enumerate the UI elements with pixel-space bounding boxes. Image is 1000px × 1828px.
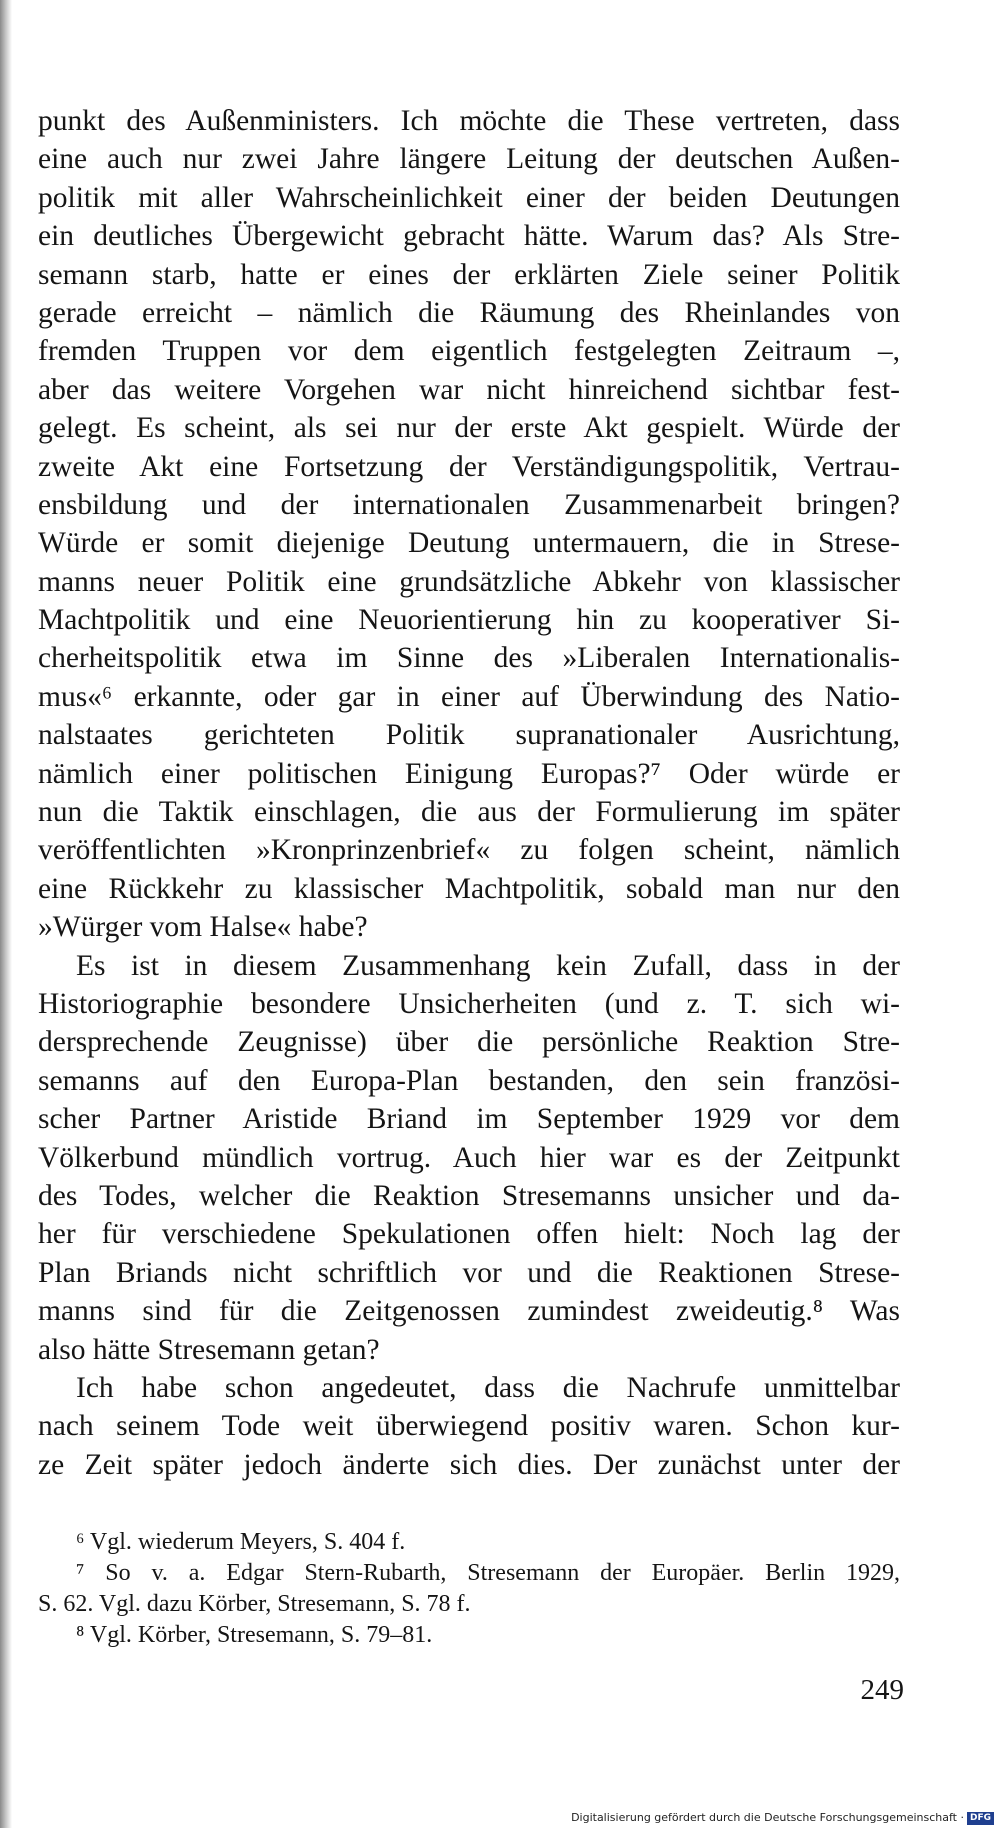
body-line: veröffentlichten »Kronprinzenbrief« zu folgen scheint, nämlich [38,834,900,867]
body-line: Plan Briands nicht schriftlich vor und die Reaktionen Strese- [38,1256,900,1289]
digitization-footer [571,1811,994,1825]
body-line: Es ist in diesem Zusammenhang kein Zufall, dass in der [76,949,900,982]
dfg-logo-icon: DFG [967,1812,994,1825]
body-line: aber das weitere Vorgehen war nicht hinreichend sichtbar fest- [38,373,900,406]
body-line: dersprechende Zeugnisse) über die persönliche Reaktion Stre- [38,1026,900,1059]
page-edge-shadow [0,0,12,1828]
body-line: »Würger vom Halse« habe? [38,911,368,944]
body-line: Historiographie besondere Unsicherheiten (und z. T. sich wi- [38,987,900,1020]
body-line: Völkerbund mündlich vortrug. Auch hier war es der Zeitpunkt [38,1141,900,1174]
footnote-line: ⁶ Vgl. wiederum Meyers, S. 404 f. [76,1529,406,1555]
body-line: semann starb, hatte er eines der erklärten Ziele seiner Politik [38,258,900,291]
footnote-line: ⁸ Vgl. Körber, Stresemann, S. 79–81. [76,1622,433,1648]
body-line: gelegt. Es scheint, als sei nur der erste Akt gespielt. Würde der [38,412,900,445]
body-line: mus«⁶ erkannte, oder gar in einer auf Überwindung des Natio- [38,680,900,713]
body-line: Machtpolitik und eine Neuorientierung hin zu kooperativer Si- [38,604,900,637]
body-line: manns sind für die Zeitgenossen zumindest zweideutig.⁸ Was [38,1295,900,1328]
body-line: ensbildung und der internationalen Zusammenarbeit bringen? [38,488,900,521]
body-line: nämlich einer politischen Einigung Europas?⁷ Oder würde er [38,757,900,790]
body-line: semanns auf den Europa-Plan bestanden, den sein französi- [38,1064,900,1097]
body-line: fremden Truppen vor dem eigentlich festgelegten Zeitraum –, [38,335,900,368]
body-line: punkt des Außenministers. Ich möchte die These vertreten, dass [38,105,900,137]
body-line: Ich habe schon angedeutet, dass die Nachrufe unmittelbar [76,1371,900,1404]
body-line: gerade erreicht – nämlich die Räumung des Rheinlandes von [38,296,900,329]
body-line: eine auch nur zwei Jahre längere Leitung der deutschen Außen- [38,143,900,176]
body-line: Würde er somit diejenige Deutung untermauern, die in Strese- [38,527,900,560]
footnote-line: S. 62. Vgl. dazu Körber, Stresemann, S. 78 f. [38,1591,471,1617]
body-line: nun die Taktik einschlagen, die aus der Formulierung im später [38,796,900,829]
body-line: manns neuer Politik eine grundsätzliche Abkehr von klassischer [38,565,900,598]
footnotes [38,1527,900,1651]
body-line: nach seinem Tode weit überwiegend positiv waren. Schon kur- [38,1410,900,1443]
body-line: des Todes, welcher die Reaktion Stresemanns unsicher und da- [38,1179,900,1212]
footnote-line: ⁷ So v. a. Edgar Stern-Rubarth, Stresemann der Europäer. Berlin 1929, [76,1560,900,1586]
body-text [38,102,900,1484]
body-line: eine Rückkehr zu klassischer Machtpolitik, sobald man nur den [38,872,900,905]
body-line: her für verschiedene Spekulationen offen hielt: Noch lag der [38,1218,900,1251]
body-line: zweite Akt eine Fortsetzung der Verständigungspolitik, Vertrau- [38,450,900,483]
body-line: cherheitspolitik etwa im Sinne des »Liberalen Internationalis- [38,642,900,675]
page-number: 249 [860,1674,904,1706]
body-line: also hätte Stresemann getan? [38,1333,380,1366]
body-line: ze Zeit später jedoch änderte sich dies. Der zunächst unter der [38,1448,900,1481]
body-line: ein deutliches Übergewicht gebracht hätte. Warum das? Als Stre- [38,220,900,253]
body-line: nalstaates gerichteten Politik supranationaler Ausrichtung, [38,719,900,752]
digitization-note: Digitalisierung gefördert durch die Deutsche Forschungsgemeinschaft · [571,1811,964,1824]
body-line: politik mit aller Wahrscheinlichkeit einer der beiden Deutungen [38,181,900,214]
body-line: scher Partner Aristide Briand im September 1929 vor dem [38,1103,900,1136]
